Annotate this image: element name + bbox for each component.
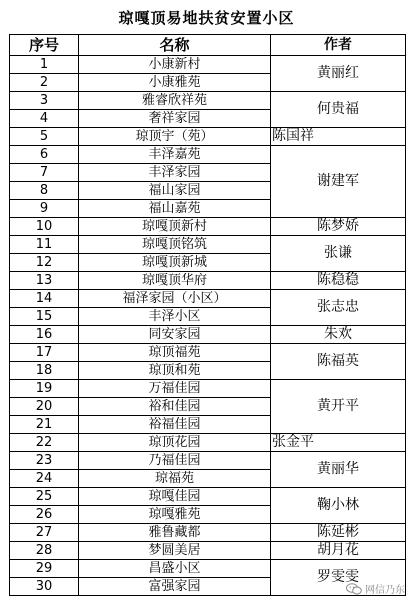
- community-name: 琼福苑: [79, 470, 271, 488]
- row-number: 8: [10, 182, 79, 200]
- author-name: 陈梦娇: [271, 218, 406, 236]
- table-row: [10, 560, 406, 578]
- community-name: 雅鲁藏都: [79, 524, 271, 542]
- community-name: 福山家园: [79, 182, 271, 200]
- row-number: 10: [10, 218, 79, 236]
- community-name: 奢祥家园: [79, 110, 271, 128]
- header-author: 作者: [271, 35, 406, 56]
- author-name: 胡月花: [271, 542, 406, 560]
- community-name: 琼嘎顶新城: [79, 254, 271, 272]
- row-number: 2: [10, 74, 79, 92]
- table-row: [10, 56, 406, 74]
- row-number: 29: [10, 560, 79, 578]
- community-name: 琼顶宇（苑）: [79, 128, 271, 146]
- table-row: [10, 524, 406, 542]
- table-row: [10, 452, 406, 470]
- author-name: 陈延彬: [271, 524, 406, 542]
- community-name: 雅睿欣祥苑: [79, 92, 271, 110]
- author-name: 谢建军: [271, 146, 406, 218]
- author-name: 朱欢: [271, 326, 406, 344]
- table-row: [10, 344, 406, 362]
- watermark: [346, 581, 405, 596]
- author-name: 陈稳稳: [271, 272, 406, 290]
- community-name: 琼嘎雅苑: [79, 506, 271, 524]
- header-name: 名称: [79, 35, 271, 56]
- author-name: 鞠小林: [271, 488, 406, 524]
- header-num: 序号: [10, 35, 79, 56]
- author-name: 黄丽红: [271, 56, 406, 92]
- row-number: 25: [10, 488, 79, 506]
- community-name: 富强家园: [79, 578, 271, 596]
- community-name: 梦圆美居: [79, 542, 271, 560]
- table-row: [10, 488, 406, 506]
- author-name: 张谦: [271, 236, 406, 272]
- row-number: 28: [10, 542, 79, 560]
- community-name: 裕福佳园: [79, 416, 271, 434]
- table-row: [10, 92, 406, 110]
- author-name: 张志忠: [271, 290, 406, 326]
- table-row: [10, 380, 406, 398]
- author-name: 张金平: [271, 434, 406, 452]
- community-name: 同安家园: [79, 326, 271, 344]
- row-number: 5: [10, 128, 79, 146]
- row-number: 30: [10, 578, 79, 596]
- community-name: 昌盛小区: [79, 560, 271, 578]
- table-row: [10, 236, 406, 254]
- community-name: 琼嘎顶华府: [79, 272, 271, 290]
- row-number: 22: [10, 434, 79, 452]
- community-name: 万福佳园: [79, 380, 271, 398]
- row-number: 7: [10, 164, 79, 182]
- row-number: 15: [10, 308, 79, 326]
- table-row: [10, 218, 406, 236]
- author-name: 何贵福: [271, 92, 406, 128]
- community-name: 丰泽嘉苑: [79, 146, 271, 164]
- community-name: 琼嘎顶新村: [79, 218, 271, 236]
- table-row: [10, 146, 406, 164]
- wechat-icon: [346, 583, 362, 595]
- table-header-row: [10, 35, 406, 56]
- row-number: 12: [10, 254, 79, 272]
- row-number: 26: [10, 506, 79, 524]
- watermark-text: 网信乃东: [365, 585, 405, 596]
- community-name: 小康新村: [79, 56, 271, 74]
- table-row: [10, 326, 406, 344]
- row-number: 24: [10, 470, 79, 488]
- community-name: 琼嘎顶铭筑: [79, 236, 271, 254]
- author-name: 陈国祥: [271, 128, 406, 146]
- table-row: [10, 434, 406, 452]
- row-number: 11: [10, 236, 79, 254]
- row-number: 4: [10, 110, 79, 128]
- placement-table: [9, 34, 406, 596]
- community-name: 琼嘎佳园: [79, 488, 271, 506]
- row-number: 13: [10, 272, 79, 290]
- table-body: [10, 56, 406, 596]
- row-number: 18: [10, 362, 79, 380]
- row-number: 21: [10, 416, 79, 434]
- row-number: 9: [10, 200, 79, 218]
- community-name: 福山嘉苑: [79, 200, 271, 218]
- community-name: 裕和佳园: [79, 398, 271, 416]
- table-row: [10, 290, 406, 308]
- community-name: 琼顶花园: [79, 434, 271, 452]
- community-name: 丰泽家园: [79, 164, 271, 182]
- table-row: [10, 128, 406, 146]
- community-name: 琼顶福苑: [79, 344, 271, 362]
- community-name: 乃福佳园: [79, 452, 271, 470]
- author-name: 陈福英: [271, 344, 406, 380]
- author-name: 罗雯雯: [271, 560, 406, 596]
- row-number: 17: [10, 344, 79, 362]
- community-name: 小康雅苑: [79, 74, 271, 92]
- row-number: 27: [10, 524, 79, 542]
- table-row: [10, 542, 406, 560]
- page-title: 琼嘎顶易地扶贫安置小区: [118, 8, 295, 27]
- row-number: 16: [10, 326, 79, 344]
- row-number: 1: [10, 56, 79, 74]
- author-name: 黄开平: [271, 380, 406, 434]
- row-number: 19: [10, 380, 79, 398]
- community-name: 福泽家园（小区）: [79, 290, 271, 308]
- community-name: 丰泽小区: [79, 308, 271, 326]
- author-name: 黄丽华: [271, 452, 406, 488]
- table-row: [10, 272, 406, 290]
- row-number: 14: [10, 290, 79, 308]
- row-number: 6: [10, 146, 79, 164]
- row-number: 3: [10, 92, 79, 110]
- row-number: 23: [10, 452, 79, 470]
- row-number: 20: [10, 398, 79, 416]
- community-name: 琼顶和苑: [79, 362, 271, 380]
